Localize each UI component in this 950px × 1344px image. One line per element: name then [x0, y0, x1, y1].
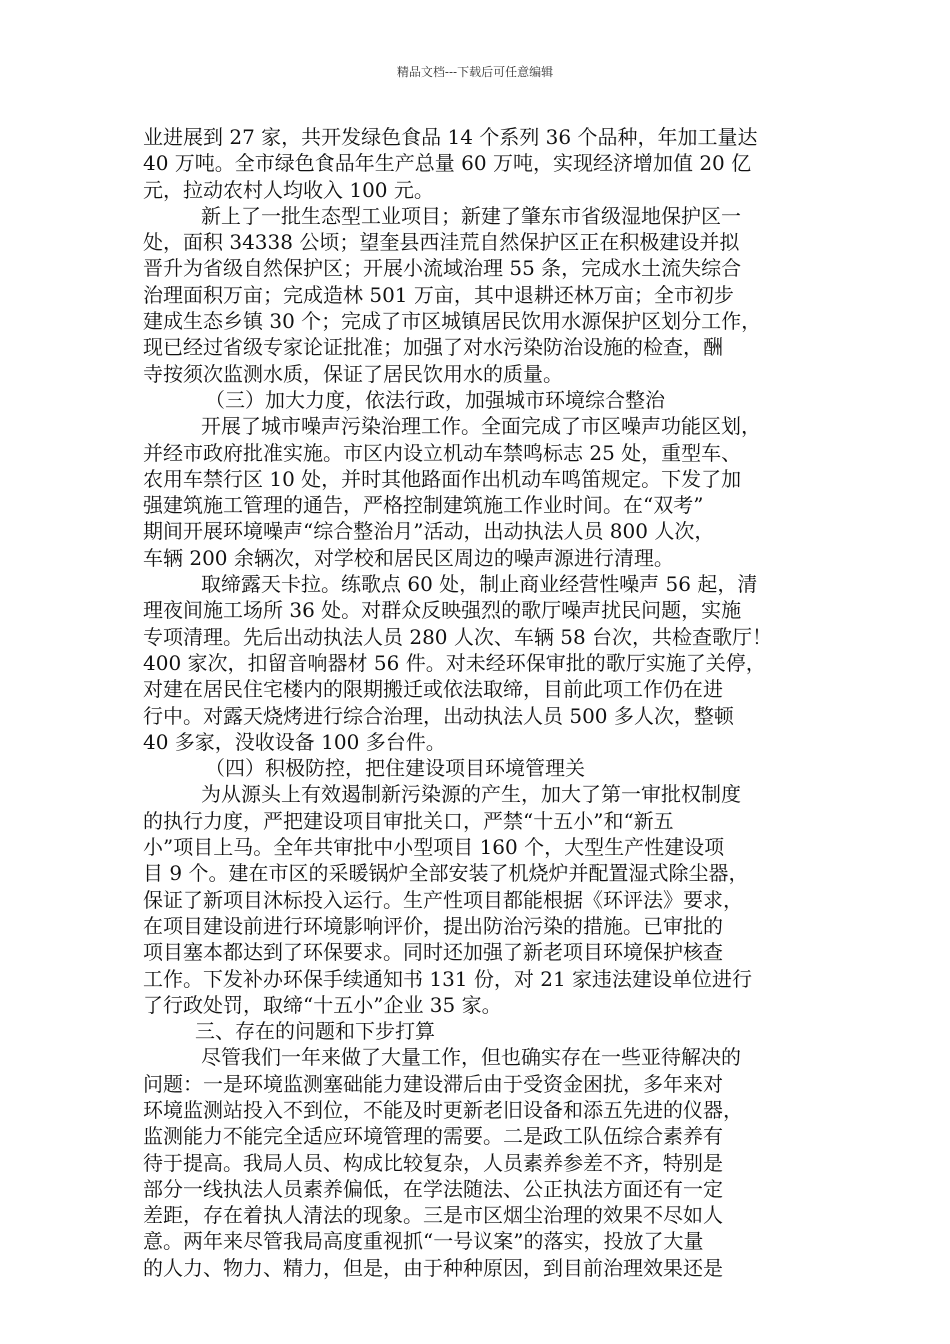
- text-line: 问题：一是环境监测塞础能力建设滞后由于受资金困扰，多年来对: [143, 1071, 723, 1096]
- text-line: 处，面积 34338 公顷；望奎县西洼荒自然保护区正在积极建设并拟: [143, 230, 740, 255]
- text-line: 并经市政府批准实施。市区内设立机动车禁鸣标志 25 处，重型车、: [143, 440, 742, 465]
- text-line: 农用车禁行区 10 处，并时其他路面作出机动车鸣笛规定。下发了加: [143, 466, 742, 491]
- text-line: 项目塞本都达到了环保要求。同时还加强了新老项目环境保护核查: [143, 940, 723, 965]
- text-line: 环境监测站投入不到位，不能及时更新老旧设备和添五先进的仪器，: [143, 1097, 743, 1122]
- text-line: 行中。对露天烧烤进行综合治理，出动执法人员 500 多人次，整顿: [143, 703, 734, 728]
- text-line: 取缔露天卡拉。练歌点 60 处，制止商业经营性噪声 56 起，清: [201, 572, 758, 597]
- text-line: 在项目建设前进行环境影响评价，提出防治污染的措施。已审批的: [143, 913, 723, 938]
- text-line: 为从源头上有效遏制新污染源的产生，加大了第一审批权制度: [201, 782, 741, 807]
- text-line: 理夜间施工场所 36 处。对群众反映强烈的歌厅噪声扰民问题，实施: [143, 598, 742, 623]
- text-line: 了行政处罚，取缔“十五小”企业 35 家。: [143, 992, 502, 1017]
- text-line: 的人力、物力、精力，但是，由于种种原因，到目前治理效果还是: [143, 1255, 723, 1280]
- text-line: 现已经过省级专家论证批准；加强了对水污染防治设施的检查，酬: [143, 335, 723, 360]
- text-line: 监测能力不能完全适应环境管理的需要。二是政工队伍综合素养有: [143, 1124, 723, 1149]
- text-line: 新上了一批生态型工业项目；新建了肇东市省级湿地保护区一: [201, 203, 741, 228]
- text-line: 保证了新项目沐标投入运行。生产性项目都能根据《环评法》要求，: [143, 887, 743, 912]
- text-line: 工作。下发补办环保手续通知书 131 份，对 21 家违法建设单位进行: [143, 966, 753, 991]
- text-line: 开展了城市噪声污染治理工作。全面完成了市区噪声功能区划，: [201, 414, 761, 439]
- text-line: 差距，存在着执人清法的现象。三是市区烟尘治理的效果不尽如人: [143, 1203, 723, 1228]
- text-line: 业进展到 27 家，共开发绿色食品 14 个系列 36 个品种，年加工量达: [143, 125, 758, 149]
- text-line: 40 万吨。全市绿色食品年生产总量 60 万吨，实现经济增加值 20 亿: [143, 151, 752, 176]
- document-body: [143, 124, 815, 1281]
- text-line: 部分一线执法人员素养偏低，在学法随法、公正执法方面还有一定: [143, 1176, 723, 1201]
- text-line: 专项清理。先后出动执法人员 280 人次、车辆 58 台次，共检查歌厅！: [143, 624, 773, 649]
- text-line: 意。两年来尽管我局高度重视抓“一号议案”的落实，投放了大量: [143, 1229, 704, 1254]
- text-line: 400 家次，扣留音响器材 56 件。对未经环保审批的歌厅实施了关停，: [143, 650, 766, 675]
- text-line: 建成生态乡镇 30 个；完成了市区城镇居民饮用水源保护区划分工作，: [143, 309, 762, 334]
- text-line: 晋升为省级自然保护区；开展小流域治理 55 条，完成水土流失综合: [143, 256, 742, 281]
- text-line: 小”项目上马。全年共审批中小型项目 160 个，大型生产性建设项: [143, 835, 725, 860]
- text-line: （四）积极防控，把住建设项目环境管理关: [205, 756, 585, 781]
- text-line: 期间开展环境噪声“综合整治月”活动，出动执法人员 800 人次，: [143, 519, 715, 544]
- text-line: 治理面积万亩；完成造林 501 万亩，其中退耕还林万亩；全市初步: [143, 282, 734, 307]
- text-line: 车辆 200 余辆次，对学校和居民区周边的噪声源进行清理。: [143, 545, 674, 570]
- text-line: 待于提高。我局人员、构成比较复杂，人员素养参差不齐，特别是: [143, 1150, 723, 1175]
- text-line: 元，拉动农村人均收入 100 元。: [143, 177, 434, 202]
- text-line: 的执行力度，严把建设项目审批关口，严禁“十五小”和“新五: [143, 808, 674, 833]
- text-line: 目 9 个。建在市区的采暖锅炉全部安装了机烧炉并配置湿式除尘器，: [143, 861, 749, 886]
- text-line: 40 多家，没收设备 100 多台件。: [143, 729, 446, 754]
- text-line: 强建筑施工管理的通告，严格控制建筑施工作业时间。在“双考”: [143, 493, 704, 518]
- text-line: 三、存在的问题和下步打算: [195, 1019, 435, 1044]
- text-line: （三）加大力度，依法行政，加强城市环境综合整治: [205, 387, 665, 412]
- text-line: 尽管我们一年来做了大量工作，但也确实存在一些亚待解决的: [201, 1045, 741, 1070]
- text-line: 寺按须次监测水质，保证了居民饮用水的质量。: [143, 361, 563, 386]
- text-line: 对建在居民住宅楼内的限期搬迁或依法取缔，目前此项工作仍在进: [143, 677, 723, 702]
- page-header: 精品文档---下载后可任意编辑: [396, 65, 554, 79]
